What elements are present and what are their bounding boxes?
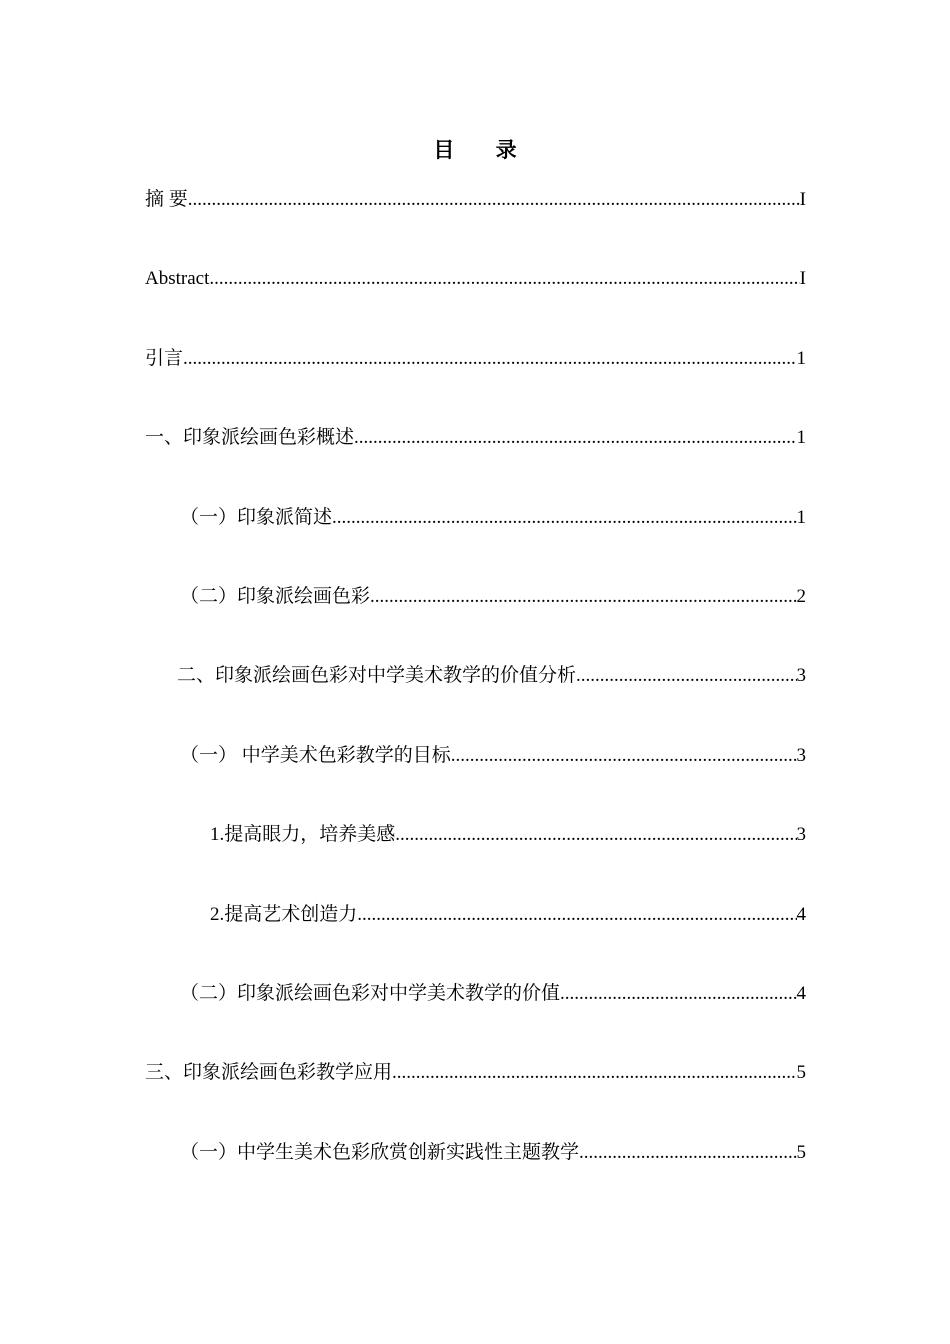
toc-entry-label: 摘 要 [145, 189, 188, 210]
dot-leader [332, 502, 796, 534]
toc-entry[interactable] [145, 263, 806, 342]
toc-entry[interactable] [145, 1057, 806, 1136]
toc-entry-page: 3 [796, 744, 806, 766]
toc-entry-label: （二）印象派绘画色彩 [180, 585, 371, 607]
dot-leader [395, 819, 796, 851]
toc-entry-page: 4 [796, 903, 806, 925]
toc-entry-label: （二）印象派绘画色彩对中学美术教学的价值 [180, 982, 561, 1004]
dot-leader [354, 422, 796, 454]
toc-entry-label: 三、印象派绘画色彩教学应用 [145, 1062, 393, 1084]
dot-leader [183, 343, 796, 375]
dot-leader [370, 581, 796, 613]
toc-entry-page: 4 [796, 982, 806, 1004]
toc-entry[interactable] [145, 1137, 806, 1216]
toc-entry-label: Abstract [145, 268, 210, 290]
toc-entry[interactable] [145, 740, 806, 819]
dot-leader [579, 1137, 796, 1169]
toc-list [145, 184, 806, 1216]
toc-entry[interactable] [145, 660, 806, 739]
toc-entry-label: 二、印象派绘画色彩对中学美术教学的价值分析 [177, 665, 577, 687]
dot-leader [357, 899, 796, 931]
toc-entry-page: 5 [796, 1141, 806, 1163]
toc-entry[interactable] [145, 422, 806, 501]
toc-entry[interactable] [145, 899, 806, 978]
toc-entry-page: I [799, 268, 806, 290]
toc-entry-page: 2 [796, 585, 806, 607]
toc-entry[interactable] [145, 581, 806, 660]
toc-entry[interactable] [145, 978, 806, 1057]
toc-entry-page: I [799, 189, 806, 210]
dot-leader [188, 184, 800, 216]
toc-entry[interactable] [145, 502, 806, 581]
toc-entry-page: 1 [796, 347, 806, 369]
toc-entry-page: 5 [796, 1062, 806, 1084]
toc-entry-label: 2.提高艺术创造力 [210, 903, 358, 925]
toc-entry-label: 一、印象派绘画色彩概述 [145, 427, 355, 449]
toc-entry-page: 3 [796, 665, 806, 687]
toc-entry-label: （一） 中学美术色彩教学的目标 [180, 744, 451, 766]
dot-leader [209, 263, 799, 295]
dot-leader [560, 978, 796, 1010]
toc-entry-label: （一）印象派简述 [180, 506, 333, 528]
dot-leader [576, 660, 796, 692]
toc-entry[interactable] [145, 343, 806, 422]
dot-leader [451, 740, 797, 772]
toc-entry-label: （一）中学生美术色彩欣赏创新实践性主题教学 [180, 1141, 580, 1163]
toc-entry-label: 引言 [145, 347, 184, 369]
toc-entry-label: 1.提高眼力，培养美感 [210, 824, 396, 846]
toc-title: 目 录 [433, 138, 535, 162]
toc-entry-page: 1 [796, 427, 806, 449]
toc-entry-page: 3 [796, 824, 806, 846]
toc-entry-page: 1 [796, 506, 806, 528]
toc-entry[interactable] [145, 819, 806, 898]
dot-leader [392, 1057, 796, 1089]
toc-entry[interactable] [145, 184, 806, 263]
